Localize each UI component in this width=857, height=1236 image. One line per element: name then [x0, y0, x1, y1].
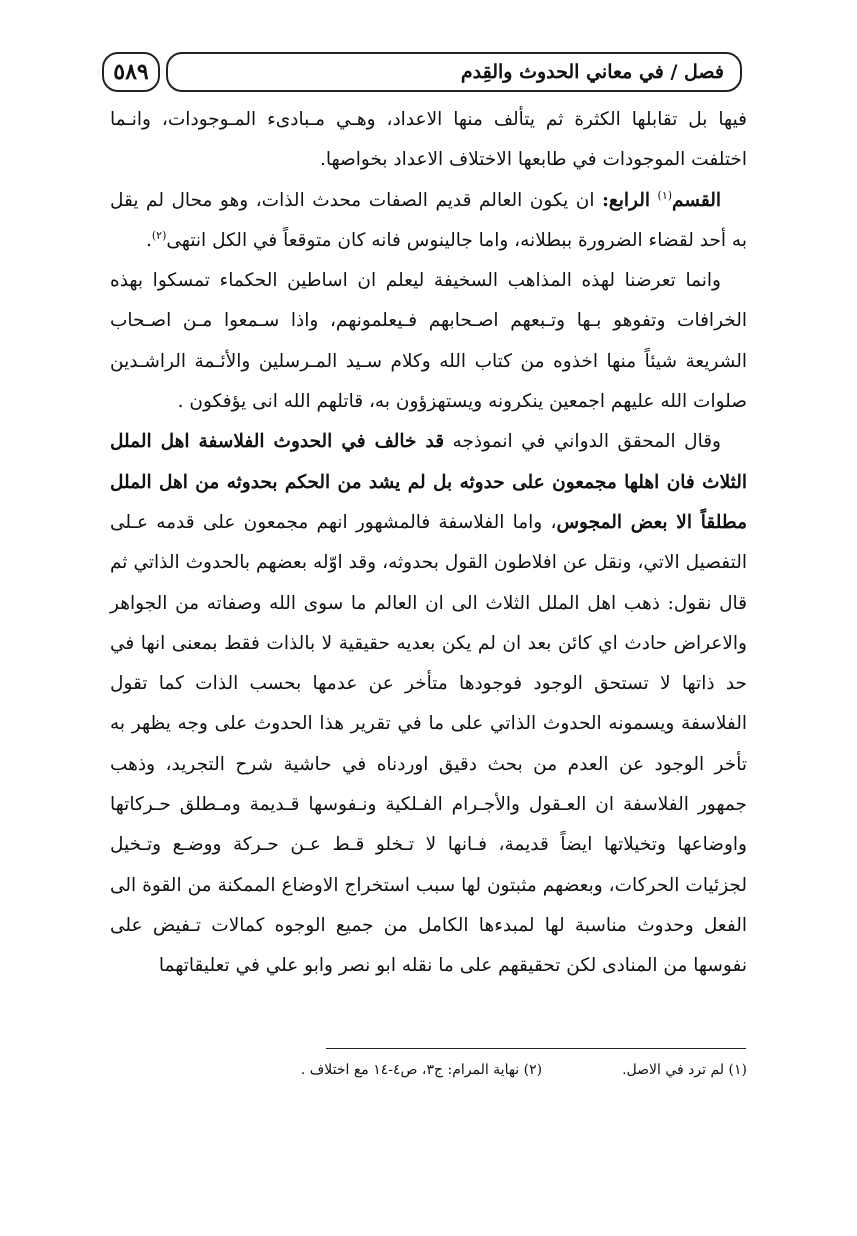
paragraph-2-end: .: [145, 229, 152, 251]
page-number: ٥٨٩: [102, 52, 160, 92]
paragraph-2: [110, 181, 747, 262]
paragraph-4: [110, 422, 747, 986]
footnote-ref-2: (٢): [151, 228, 167, 242]
footnote-2: (٢) نهاية المرام: ج٣، ص٤-١٤ مع اختلاف .: [300, 1062, 543, 1078]
paragraph-4-rest: ، واما الفلاسفة فالمشهور انهم مجمعون على قدمه عـلى التفصيل الاتي، ونقل عن افلاطون القول بحدوثه، وقد اوّله بعضهم بالحدوث الذاتي ثم قال نقول: ذهب اهل الملل الثلاث الى ان العالم ما سوى الله وصفاته من الجواهر والاعراض حادث اي كائن بعد ان لم يكن بعديه حقيقية لا بالذات فقط بمعنى انها في حد ذاتها لا تستحق الوجود فوجودها متأخر عن عدمها بحسب الذات كما تقول الفلاسفة ويسمونه الحدوث الذاتي على ما في تقرير هذا الحدوث على وجه يظهر به تأخر الوجود عن العدم من بحث دقيق اوردناه في حاشية شرح التجريد، وذهب جمهور الفلاسفة ان العـقول والأجـرام الفـلكية ونـفوسها قـديمة ومـطلق حـركاتها واوضاعها وتخيلاتها ايضاً قديمة، فـانها لا تـخلو قـط عـن حـركة ووضـع وتـخيل لجزئيات الحركات، وبعضهم مثبتون لها سبب استخراج الاوضاع الممكنة من القوة الى الفعل وحدوث مناسبة لها لمبدءها الكامل من جميع الوجوه كمالات تـفيض على نفوسها من المنادى لكن تحقيقهم على ما نقله ابو نصر وابو علي في تعليقاتهما: [110, 511, 747, 977]
footnote-ref-1: (١): [657, 188, 673, 202]
paragraph-4-intro: وقال المحقق الدواني في انموذجه: [444, 431, 721, 453]
paragraph-3: وانما تعرضنا لهذه المذاهب السخيفة ليعلم ان اساطين الحكماء تمسكوا بهذه الخرافات وتفوهو بـها وتـبعهم اصـحابهم فـيعلمونهم، واذا سـمعوا مـن اصـحاب الشريعة شيئاً منها اخذوه من كتاب الله وكلام سـيد المـرسلين والأئـمة الراشـدين صلوات الله عليهم اجمعين ينكرونه ويستهزؤون به، قاتلهم الله انى يؤفكون .: [110, 270, 747, 413]
qism-label: القسم: [672, 189, 721, 211]
main-text: [110, 100, 747, 987]
footnote-divider: [326, 1048, 746, 1049]
paragraph-2-text: ان يكون العالم قديم الصفات محدث الذات، وهو محال لم يقل به أحد لقضاء الضرورة ببطلانه، واما جالينوس فانه كان متوقعاً في الكل انتهى: [110, 189, 747, 251]
chapter-title: فصل / في معاني الحدوث والقِدم: [166, 52, 742, 92]
page-header: [102, 50, 742, 96]
footnotes: [150, 1062, 747, 1078]
paragraph-4-bold: قد خالف في الحدوث الفلاسفة اهل الملل الثلاث فان اهلها مجمعون على حدوثه بل لم يشد من الحكم بحدوثه من اهل الملل مطلقاً الا بعض المجوس: [110, 431, 747, 533]
footnote-1: (١) لم ترد في الاصل.: [622, 1062, 747, 1078]
paragraph-1: فيها بل تقابلها الكثرة ثم يتألف منها الاعداد، وهـي مـبادىء المـوجودات، وانـما اختلفت الموجودات في طابعها الاختلاف الاعداد بخواصها.: [110, 109, 747, 171]
rabi-label: الرابع:: [602, 189, 651, 211]
